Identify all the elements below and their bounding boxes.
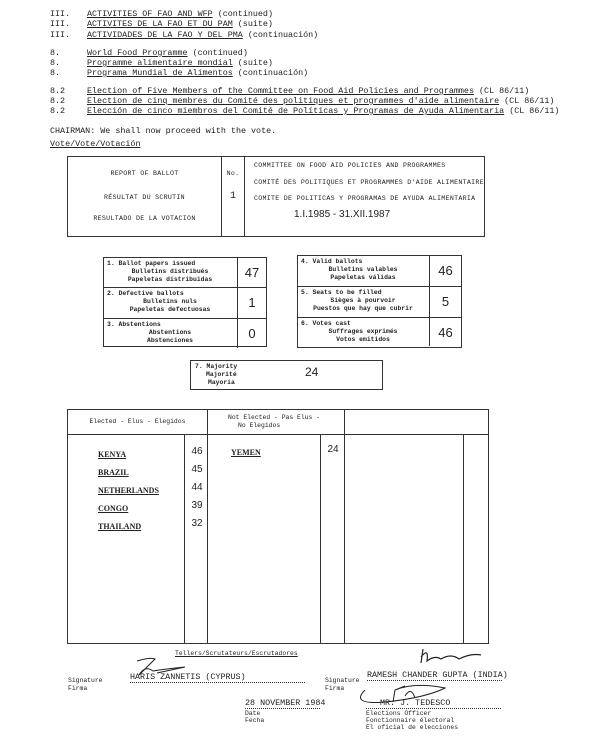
heading-number: 8. — [50, 48, 61, 58]
firma-label-2: Firma — [325, 685, 345, 692]
heading-number: III. — [50, 9, 71, 19]
heading-suffix: (continuación) — [247, 30, 319, 40]
heading-suffix: (continuación) — [237, 68, 309, 78]
not-elected-votes: 24 — [327, 444, 339, 455]
stat-value: 5 — [441, 294, 450, 309]
report-no-label: No. — [226, 170, 240, 177]
stat-label: Bulletins nuls — [143, 298, 197, 305]
results-table — [67, 409, 489, 644]
report-title-es: RESULTADO DE LA VOTACION — [93, 215, 196, 222]
elected-country: CONGO — [98, 504, 129, 513]
firma-label-1: Firma — [68, 685, 88, 692]
stat-label: 1. Ballot papers issued — [107, 260, 196, 267]
stat-label: Votos emitidos — [336, 336, 390, 343]
heading-title: Elección de cinco miembros del Comité de Políticas y Programas de Ayuda Alimentaria (CL 86/11) — [87, 106, 560, 116]
heading-number: 8. — [50, 68, 61, 78]
heading-title: Programa Mundial de Alimentos (continuación) — [87, 68, 309, 78]
heading-title: ACTIVITIES OF FAO AND WFP (continued) — [87, 9, 273, 19]
heading-suffix: (CL 86/11) — [504, 96, 555, 106]
report-header-box — [67, 156, 485, 237]
stat-value: 0 — [248, 326, 256, 341]
stat-label: Papeletas defectuosas — [129, 306, 211, 313]
sig-label-2: Signature — [325, 677, 360, 684]
elected-country: BRAZIL — [98, 468, 129, 477]
stat-label: Bulletins valables — [328, 266, 398, 273]
stat-label: Papeletas distribuidas — [127, 276, 213, 283]
elected-country: KENYA — [98, 450, 127, 459]
heading-suffix: (CL 86/11) — [509, 106, 560, 116]
date-value: 28 NOVEMBER 1984 — [245, 698, 326, 708]
elected-country: NETHERLANDS — [98, 486, 159, 495]
elected-votes: 46 — [191, 446, 203, 457]
committee-fr: COMITÉ DES POLITIQUES ET PROGRAMMES D'AIDE ALIMENTAIRE — [254, 179, 484, 186]
elected-votes: 44 — [191, 482, 203, 493]
stat-label: 3. Abstentions — [107, 321, 161, 328]
date-label: Date — [245, 710, 261, 717]
heading-number: 8.2 — [50, 86, 66, 96]
fecha-label: Fecha — [245, 717, 265, 724]
heading-title: Programme alimentaire mondial (suite) — [87, 58, 273, 68]
sig-label-1: Signature — [68, 677, 103, 684]
heading-title: Election of Five Members of the Committee on Food Aid Policies and Programmes (CL 86/11) — [87, 86, 530, 96]
heading-suffix: (continued) — [217, 9, 273, 19]
heading-number: III. — [50, 19, 71, 29]
report-title-en: REPORT OF BALLOT — [110, 170, 179, 177]
stat-value: 1 — [248, 295, 256, 310]
stat-label: Bulletins distribués — [131, 268, 209, 275]
majority-label-es: Mayoría — [208, 379, 235, 386]
elected-votes: 32 — [191, 518, 203, 529]
heading-suffix: (continued) — [192, 48, 248, 58]
stat-label: Suffrages exprimés — [328, 328, 398, 335]
report-title-fr: RÉSULTAT DU SCRUTIN — [104, 194, 185, 201]
stat-label: Abstenciones — [146, 337, 194, 344]
stat-label: 4. Valid ballots — [301, 258, 363, 265]
teller2-name: RAMESH CHANDER GUPTA (INDIA) — [367, 670, 508, 680]
heading-suffix: (suite) — [237, 58, 273, 68]
not-elected-header-2: No Elegidos — [238, 422, 281, 429]
majority-box — [190, 360, 383, 390]
report-no-value: 1 — [229, 191, 236, 202]
officer-label-es: El oficial de elecciones — [366, 724, 459, 731]
committee-es: COMITE DE POLITICAS Y PROGRAMAS DE AYUDA ALIMENTARIA — [254, 195, 476, 202]
majority-label-en: 7. Majority — [195, 363, 238, 370]
heading-number: 8.2 — [50, 96, 66, 106]
stat-label: 5. Seats to be filled — [301, 289, 382, 296]
majority-value: 24 — [305, 365, 319, 379]
heading-title: Election de cinq membres du Comité des politiques et programmes d'aide alimentaire (CL 86/11) — [87, 96, 555, 106]
elected-votes: 39 — [191, 500, 203, 511]
not-elected-country: YEMEN — [231, 448, 261, 457]
stat-value: 46 — [438, 263, 453, 278]
elected-header: Elected - Elus - Elegidos — [89, 418, 186, 425]
stat-label: 2. Defective ballots — [107, 290, 184, 297]
majority-label-fr: Majorité — [206, 371, 237, 378]
vote-heading: Vote/Vote/Votación — [50, 139, 141, 149]
tellers-label: Tellers/Scrutateurs/Escrutadores — [175, 650, 298, 657]
elected-votes: 45 — [191, 464, 203, 475]
elected-country: THAILAND — [98, 522, 142, 531]
stat-label: Papeletas válidas — [330, 274, 396, 281]
officer-label-fr: Fonctionnaire électoral — [366, 717, 455, 724]
stat-label: Puestos que hay que cubrir — [313, 305, 413, 312]
teller2-signature — [415, 645, 495, 667]
heading-title: World Food Programme (continued) — [87, 48, 248, 58]
heading-suffix: (CL 86/11) — [479, 86, 530, 96]
heading-title: ACTIVITES DE LA FAO ET DU PAM (suite) — [87, 19, 273, 29]
committee-en: COMMITTEE ON FOOD AID POLICIES AND PROGRAMMES — [254, 162, 446, 169]
not-elected-header-1: Not Elected - Pas Elus - — [228, 414, 321, 421]
heading-number: III. — [50, 30, 71, 40]
heading-suffix: (suite) — [237, 19, 273, 29]
stat-label: Abstentions — [148, 329, 192, 336]
officer-label-en: Elections Officer — [366, 710, 432, 717]
heading-number: 8. — [50, 58, 61, 68]
term-period: 1.I.1985 - 31.XII.1987 — [294, 209, 391, 220]
teller1-name: HARIS ZANNETIS (CYPRUS) — [130, 672, 305, 683]
stat-value: 47 — [244, 265, 260, 280]
stat-value: 46 — [438, 325, 453, 340]
stat-label: 6. Votes cast — [301, 320, 351, 327]
heading-number: 8.2 — [50, 106, 66, 116]
officer-name: MR. J. TEDESCO — [366, 698, 501, 709]
heading-title: ACTIVIDADES DE LA FAO Y DEL PMA (continuación) — [87, 30, 319, 40]
stat-label: Sièges à pourvoir — [330, 297, 396, 304]
chairman-statement: CHAIRMAN: We shall now proceed with the vote. — [50, 126, 277, 136]
